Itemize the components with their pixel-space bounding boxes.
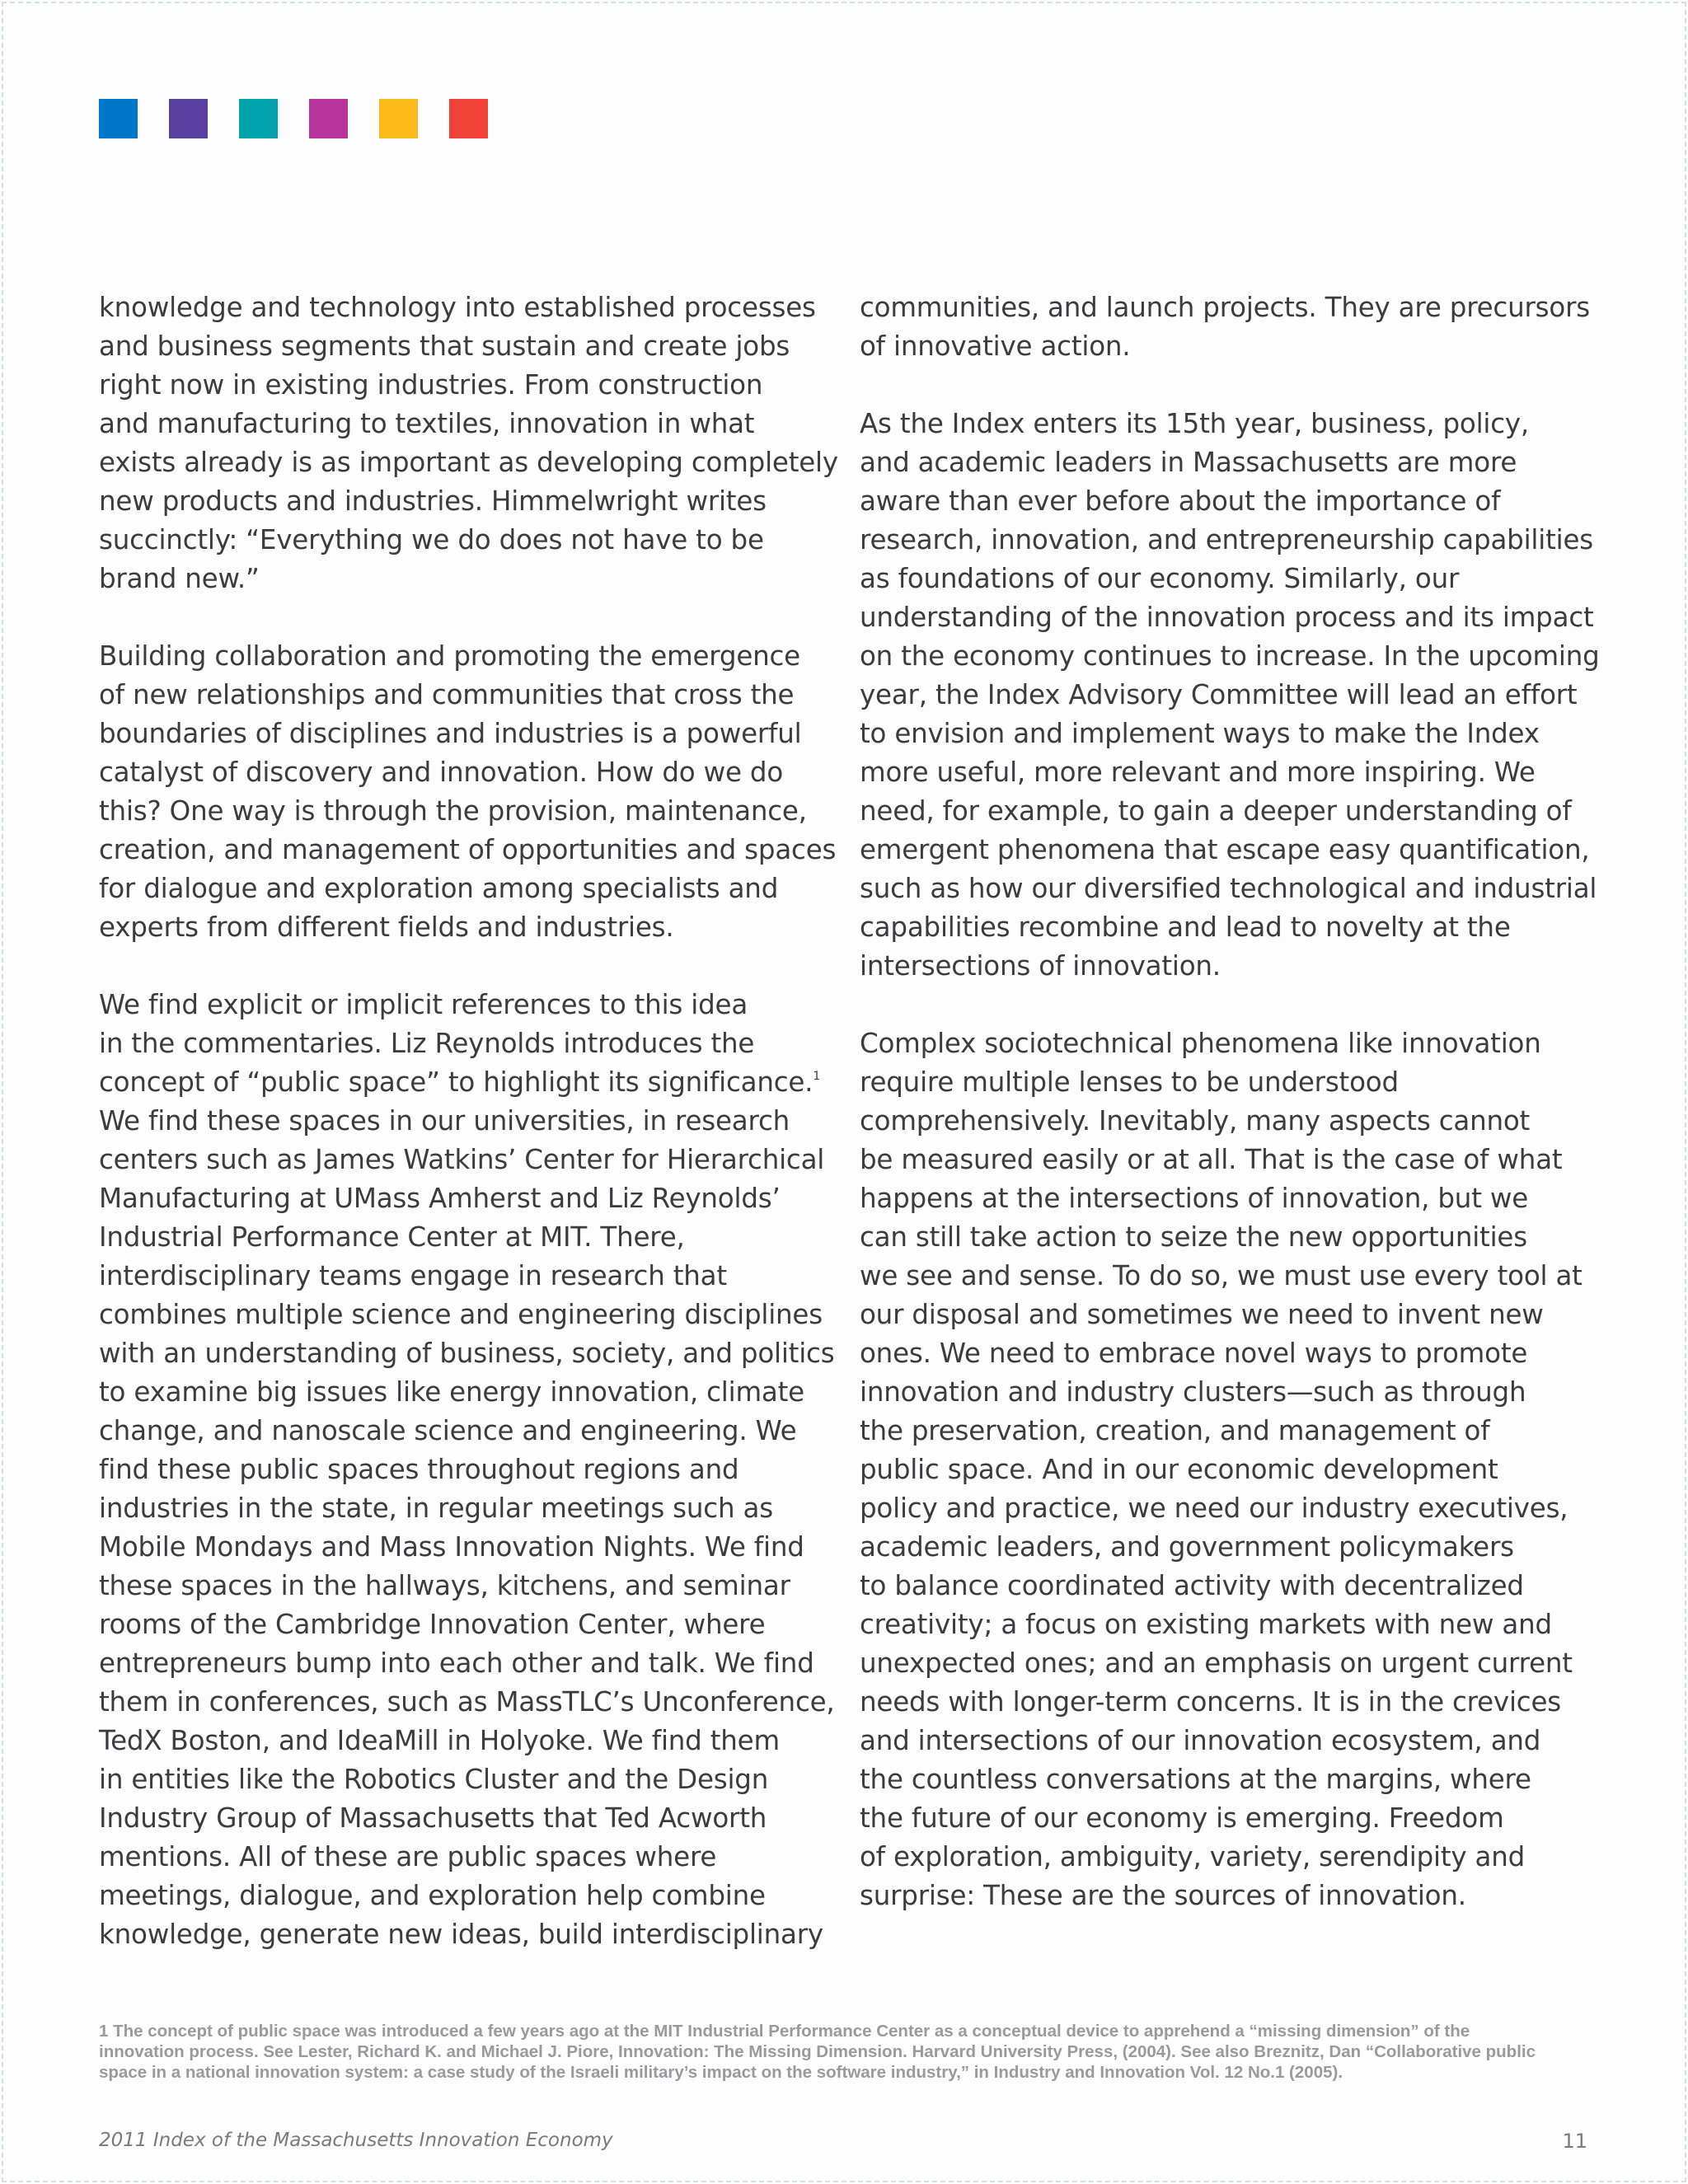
left-column [99, 288, 841, 1954]
color-swatch-bar [99, 99, 488, 138]
footnote-reference: 1 [813, 1070, 821, 1083]
footer-publication-title: 2011 Index of the Massachusetts Innovation Economy [99, 2130, 613, 2151]
right-paragraph-1: communities, and launch projects. They are precursors of innovative action. [860, 292, 1590, 362]
right-paragraph-3: Complex sociotechnical phenomena like innovation require multiple lenses to be understood comprehensively. Inevitably, many aspects cannot be measured easily or at all. That is the case of what happens at the intersections of innovation, but we can still take action to seize the new opportunities we see and sense. To do so, we must use every tool at our disposal and sometimes we need to invent new ones. We need to embrace novel ways to promote innovation and industry clusters—such as through the preservation, creation, and management of public space. And in our economic development policy and practice, we need our industry executives, academic leaders, and government policymakers to balance coordinated activity with decentralized creativity; a focus on existing markets with new and unexpected ones; and an emphasis on urgent current needs with longer-term concerns. It is in the crevices and intersections of our innovation ecosystem, and the countless conversations at the margins, where the future of our economy is emerging. Freedom of exploration, ambiguity, variety, serendipity and surprise: These are the sources of innovation. [860, 1028, 1582, 1911]
swatch-yellow [379, 99, 418, 138]
left-paragraph-3 [99, 986, 841, 1954]
swatch-magenta [309, 99, 348, 138]
swatch-red [449, 99, 488, 138]
swatch-purple [169, 99, 208, 138]
footnote: 1 The concept of public space was introduced a few years ago at the MIT Industrial Performance Center as a conceptual device to apprehend a “missing dimension” of the innovation process. See Lester, Richard K. and Michael J. Piore, Innovation: The Missing Dimension. Harvard University Press, (2004). See also Breznitz, Dan “Collaborative public space in a national innovation system: a case study of the Israeli military’s impact on the software industry,” in Industry and Innovation Vol. 12 No.1 (2005). [99, 2022, 1536, 2082]
right-column [860, 288, 1601, 1915]
swatch-blue [99, 99, 138, 138]
left-paragraph-3-part-2: We find these spaces in our universities, in research centers such as James Watkins’ Center for Hierarchical Manufacturing at UMass Amherst and Liz Reynolds’ Industrial Performance Center at MIT. There, interdisciplinary teams engage in research that combines multiple science and engineering disciplines with an understanding of business, society, and politics to examine big issues like energy innovation, climate change, and nanoscale science and engineering. We find these public spaces throughout regions and industries in the state, in regular meetings such as Mobile Mondays and Mass Innovation Nights. We find these spaces in the hallways, kitchens, and seminar rooms of the Cambridge Innovation Center, where entrepreneurs bump into each other and talk. We find them in conferences, such as MassTLC’s Unconference, TedX Boston, and IdeaMill in Holyoke. We find them in entities like the Robotics Cluster and the Design Industry Group of Massachusetts that Ted Acworth mentions. All of these are public spaces where meetings, dialogue, and exploration help combine knowledge, generate new ideas, build interdisciplinary [99, 1105, 835, 1950]
left-paragraph-1: knowledge and technology into established processes and business segments that sustain and create jobs right now in existing industries. From construction and manufacturing to textiles, innovation in what exists already is as important as developing completely new products and industries. Himmelwright writes succinctly: “Everything we do does not have to be brand new.” [99, 292, 838, 594]
page-number: 11 [1562, 2130, 1587, 2153]
left-paragraph-2: Building collaboration and promoting the emergence of new relationships and communities that cross the boundaries of disciplines and industries is a powerful catalyst of discovery and innovation. How do we do this? One way is through the provision, maintenance, creation, and management of opportunities and spaces for dialogue and exploration among specialists and experts from different fields and industries. [99, 640, 837, 943]
right-paragraph-2: As the Index enters its 15th year, business, policy, and academic leaders in Massachusetts are more aware than ever before about the importance of research, innovation, and entrepreneurship capabilities as foundations of our economy. Similarly, our understanding of the innovation process and its impact on the economy continues to increase. In the upcoming year, the Index Advisory Committee will lead an effort to envision and implement ways to make the Index more useful, more relevant and more inspiring. We need, for example, to gain a deeper understanding of emergent phenomena that escape easy quantification, such as how our diversified technological and industrial capabilities recombine and lead to novelty at the intersections of innovation. [860, 408, 1600, 982]
swatch-teal [239, 99, 278, 138]
left-paragraph-3-part-1: We find explicit or implicit references to this idea in the commentaries. Liz Reynolds introduces the concept of “public space” to highlight its significance. [99, 989, 814, 1098]
